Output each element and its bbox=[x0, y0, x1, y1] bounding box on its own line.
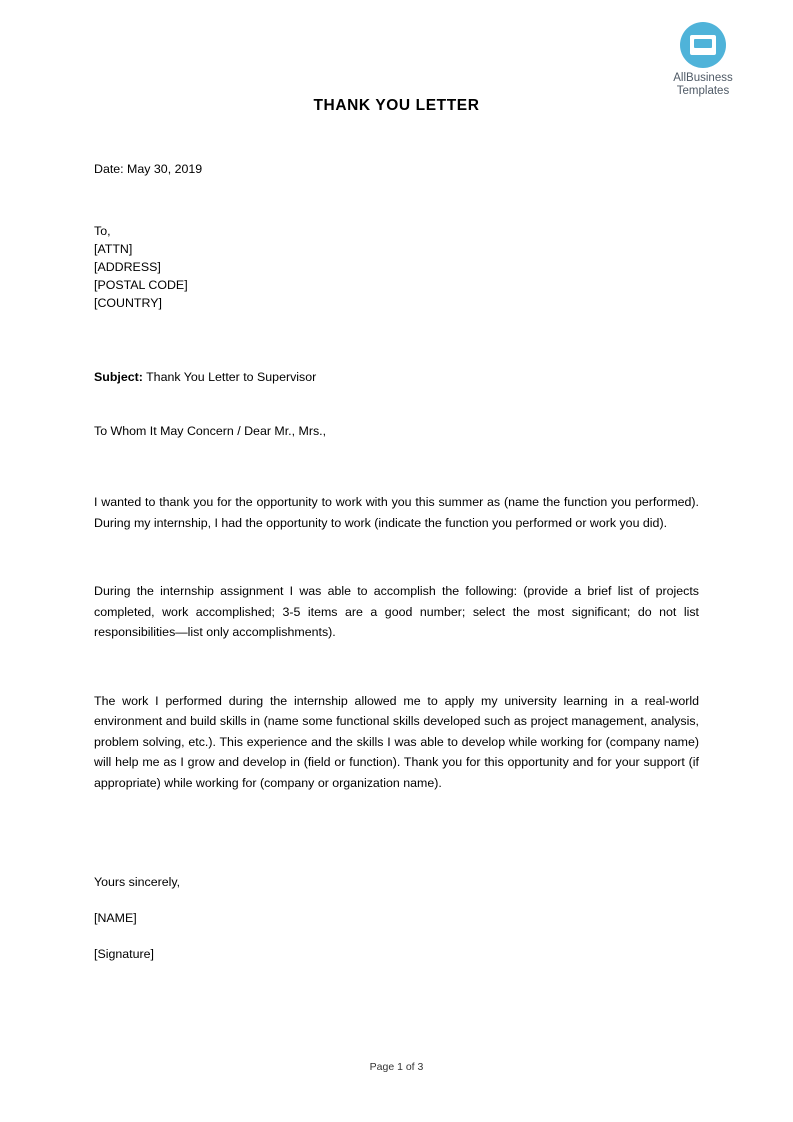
signature-placeholder: [Signature] bbox=[94, 947, 154, 961]
logo-text bbox=[655, 72, 751, 98]
address-line: [COUNTRY] bbox=[94, 296, 162, 310]
page-footer: Page 1 of 3 bbox=[369, 1061, 424, 1073]
name-placeholder: [NAME] bbox=[94, 911, 137, 925]
allbusiness-templates-logo[interactable] bbox=[655, 22, 751, 98]
body-paragraph-1: I wanted to thank you for the opportunity to work with you this summer as (name the function you performed). During my internship, I had the opportunity to work (indicate the function you performed or work you did). bbox=[94, 495, 699, 530]
recipient-address-block bbox=[94, 222, 699, 312]
page-title: THANK YOU LETTER bbox=[313, 97, 480, 114]
letter-body bbox=[94, 160, 699, 963]
subject-label: Subject: bbox=[94, 370, 143, 384]
body-paragraph-2: During the internship assignment I was able to accomplish the following: (provide a brief list of projects completed, work accomplished; 3-5 items are a good number; select the most significant; do not list responsibilities—list only accomplishments). bbox=[94, 584, 699, 639]
address-line: [ATTN] bbox=[94, 242, 133, 256]
address-line: To, bbox=[94, 224, 111, 238]
subject-text: Thank You Letter to Supervisor bbox=[146, 370, 317, 384]
logo-text-line2: Templates bbox=[676, 85, 730, 97]
address-line: [POSTAL CODE] bbox=[94, 278, 188, 292]
salutation: To Whom It May Concern / Dear Mr., Mrs., bbox=[94, 424, 327, 438]
document-template-icon bbox=[680, 22, 726, 68]
logo-text-line1: AllBusiness bbox=[673, 72, 733, 84]
date-line: Date: May 30, 2019 bbox=[94, 162, 203, 176]
address-line: [ADDRESS] bbox=[94, 260, 161, 274]
subject-line bbox=[94, 368, 699, 386]
body-paragraph-3: The work I performed during the internship allowed me to apply my university learning in a real-world environment and build skills in (name some functional skills developed such as project management, analysis, problem solving, etc.). This experience and the skills I was able to develop while working for (company name) will help me as I grow and develop in (field or function). Thank you for this opportunity and for your support (if appropriate) while working for (company or organization name). bbox=[94, 693, 699, 790]
closing-line: Yours sincerely, bbox=[94, 875, 181, 889]
